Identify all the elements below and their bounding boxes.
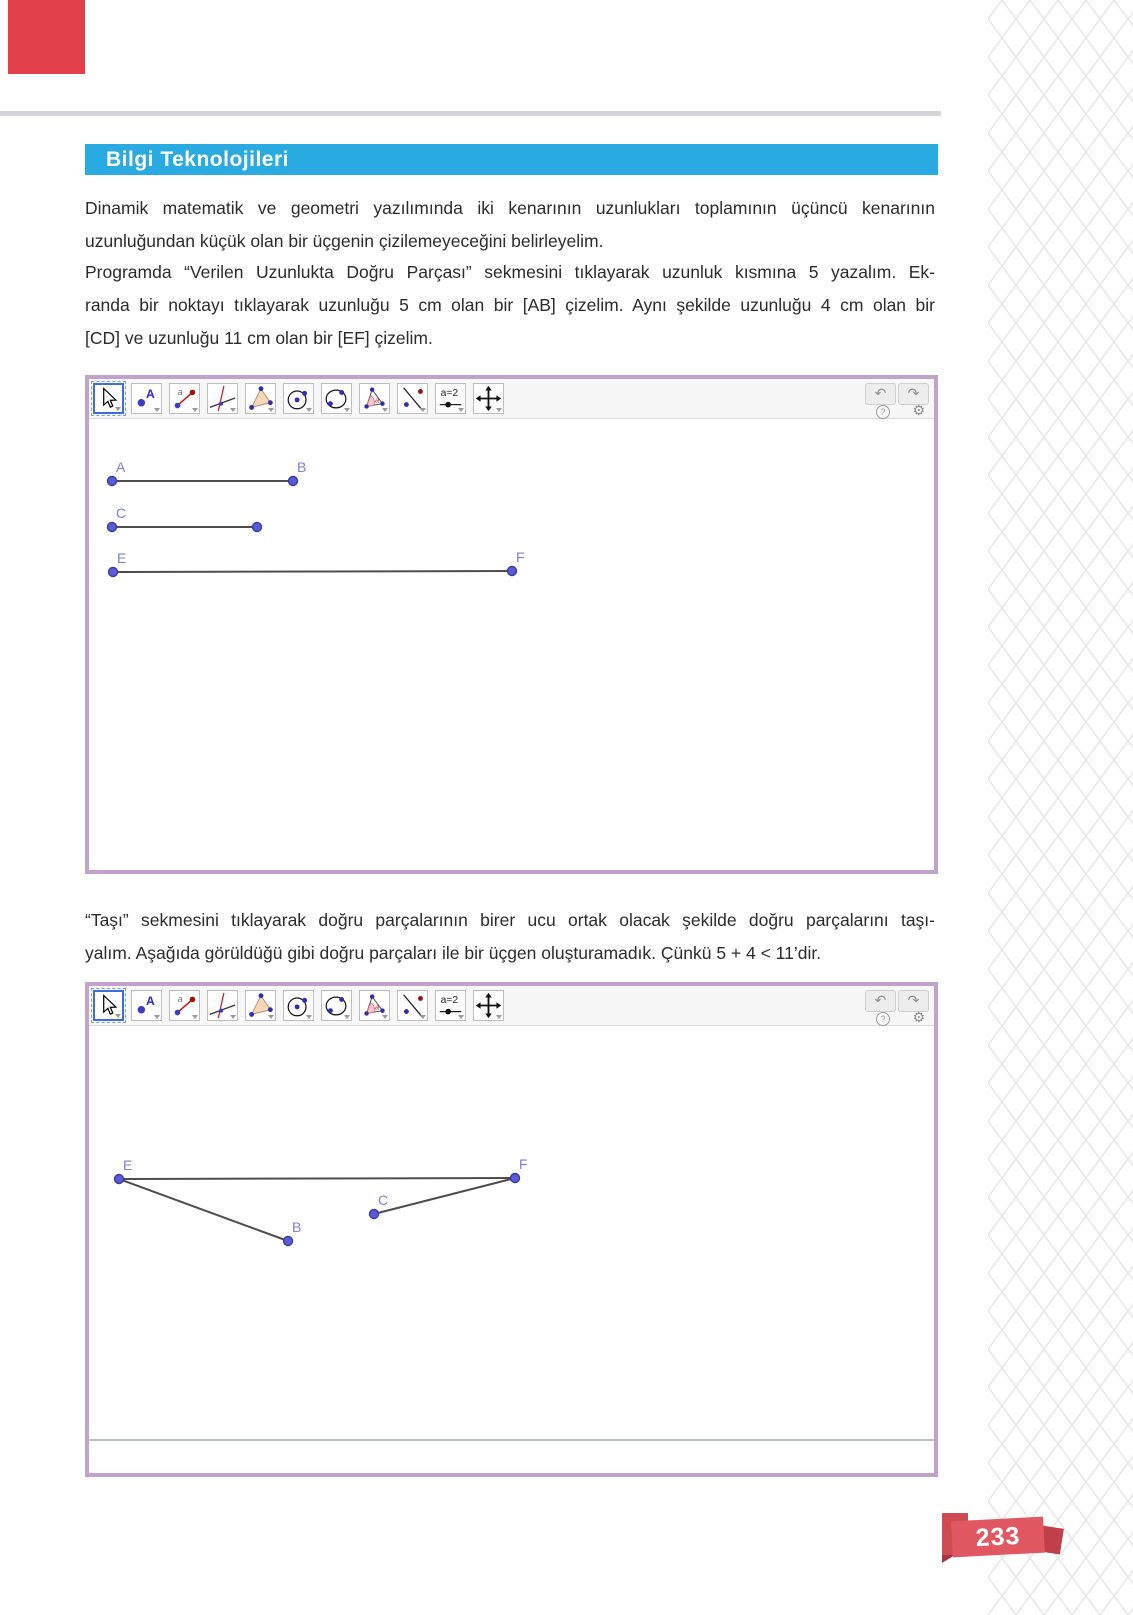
polygon-tool-button[interactable] xyxy=(245,990,276,1021)
point-tool-button[interactable] xyxy=(131,383,162,414)
geogebra-window-2 xyxy=(85,982,938,1477)
help-button[interactable] xyxy=(876,405,890,419)
settings-button[interactable] xyxy=(912,403,925,417)
point-E[interactable] xyxy=(109,568,118,577)
page-number: 233 xyxy=(974,1521,1022,1552)
help-icon: ? xyxy=(880,1014,886,1024)
text-line: yalım. Aşağıda görüldüğü gibi doğru parçaları ile bir üçgen oluşturamadık. Çünkü 5 + 4 < 11’dir. xyxy=(85,943,822,963)
circle-with-center-tool-button[interactable] xyxy=(283,383,314,414)
point-C[interactable] xyxy=(108,523,117,532)
point-label-F: F xyxy=(516,549,525,565)
tool-dropdown-icon[interactable] xyxy=(306,408,312,412)
redo-icon: ↷ xyxy=(907,385,920,401)
perpendicular-tool-button[interactable] xyxy=(207,383,238,414)
gear-icon: ⚙ xyxy=(912,1009,925,1025)
tool-dropdown-icon[interactable] xyxy=(306,1015,312,1019)
tool-dropdown-icon[interactable] xyxy=(496,1015,502,1019)
point-B[interactable] xyxy=(284,1237,293,1246)
point-tool-button[interactable] xyxy=(131,990,162,1021)
tool-dropdown-icon[interactable] xyxy=(192,1015,198,1019)
tool-dropdown-icon[interactable] xyxy=(268,1015,274,1019)
geogebra-toolbar xyxy=(89,986,934,1026)
ribbon-band xyxy=(951,1517,1045,1558)
angle-tool-button[interactable] xyxy=(359,383,390,414)
segment-tool-button[interactable] xyxy=(169,383,200,414)
angle-tool-button[interactable] xyxy=(359,990,390,1021)
geogebra-canvas[interactable] xyxy=(89,419,934,870)
paragraph-intro xyxy=(85,192,935,258)
segment-tool-button[interactable] xyxy=(169,990,200,1021)
text-line: randa bir noktayı tıklayarak uzunluğu 5 cm olan bir [AB] çizelim. Aynı şekilde uzunluğu 4 cm olan bir xyxy=(85,295,935,315)
perpendicular-tool-button[interactable] xyxy=(207,990,238,1021)
settings-button[interactable] xyxy=(912,1010,925,1024)
move-graphics-view-tool-button[interactable] xyxy=(473,990,504,1021)
gear-icon: ⚙ xyxy=(912,402,925,418)
svg-text:a: a xyxy=(374,1002,380,1012)
circle-with-center-tool-button[interactable] xyxy=(283,990,314,1021)
svg-text:a=2: a=2 xyxy=(440,388,459,400)
point-label-C: C xyxy=(116,505,127,521)
geogebra-canvas[interactable] xyxy=(89,1026,934,1439)
tool-dropdown-icon[interactable] xyxy=(420,408,426,412)
circle-through-points-tool-button[interactable] xyxy=(321,990,352,1021)
undo-button[interactable] xyxy=(865,990,896,1012)
svg-text:a: a xyxy=(374,395,380,405)
move-tool-button[interactable] xyxy=(93,990,124,1021)
point-label-B: B xyxy=(297,459,307,475)
segment-EB[interactable] xyxy=(119,1179,288,1241)
move-tool-button[interactable] xyxy=(93,383,124,414)
text-line: [CD] ve uzunluğu 11 cm olan bir [EF] çizelim. xyxy=(85,328,433,348)
segment-EF[interactable] xyxy=(119,1178,515,1179)
geometry-drawing xyxy=(89,419,934,870)
tool-dropdown-icon[interactable] xyxy=(154,1015,160,1019)
tool-dropdown-icon[interactable] xyxy=(458,408,464,412)
tool-dropdown-icon[interactable] xyxy=(458,1015,464,1019)
point-B[interactable] xyxy=(289,477,298,486)
tool-dropdown-icon[interactable] xyxy=(230,408,236,412)
text-line: Programda “Verilen Uzunlukta Doğru Parçası” sekmesini tıklayarak uzunluk kısmına 5 yazalım. Ek- xyxy=(85,262,935,282)
tool-dropdown-icon[interactable] xyxy=(115,407,121,411)
svg-text:A: A xyxy=(146,994,155,1009)
slider-tool-button[interactable] xyxy=(435,990,466,1021)
tool-dropdown-icon[interactable] xyxy=(420,1015,426,1019)
help-button[interactable] xyxy=(876,1012,890,1026)
svg-text:a=2: a=2 xyxy=(440,995,459,1007)
point-F[interactable] xyxy=(511,1174,520,1183)
slider-tool-button[interactable] xyxy=(435,383,466,414)
top-divider-rule xyxy=(0,111,941,116)
crosshatch-pattern xyxy=(988,0,1133,1615)
undo-button[interactable] xyxy=(865,383,896,405)
line-through-points-tool-button[interactable] xyxy=(397,990,428,1021)
help-icon: ? xyxy=(880,407,886,417)
paragraph-move-result xyxy=(85,904,935,970)
geometry-drawing xyxy=(89,1026,934,1439)
point-label-F: F xyxy=(519,1156,528,1172)
text-line: Dinamik matematik ve geometri yazılımında iki kenarının uzunlukları toplamının üçüncü kenarının xyxy=(85,198,935,218)
polygon-tool-button[interactable] xyxy=(245,383,276,414)
tool-dropdown-icon[interactable] xyxy=(115,1014,121,1018)
point-label-B: B xyxy=(292,1219,302,1235)
tool-dropdown-icon[interactable] xyxy=(230,1015,236,1019)
text-line: uzunluğundan küçük olan bir üçgenin çizilemeyeceğini belirleyelim. xyxy=(85,231,604,251)
tool-dropdown-icon[interactable] xyxy=(344,408,350,412)
move-graphics-view-tool-button[interactable] xyxy=(473,383,504,414)
svg-text:a: a xyxy=(177,387,183,398)
point-label-E: E xyxy=(117,550,127,566)
tool-dropdown-icon[interactable] xyxy=(268,408,274,412)
tool-dropdown-icon[interactable] xyxy=(382,1015,388,1019)
point-C[interactable] xyxy=(370,1210,379,1219)
point-F[interactable] xyxy=(508,567,517,576)
svg-text:a: a xyxy=(177,994,183,1005)
tool-dropdown-icon[interactable] xyxy=(192,408,198,412)
undo-icon: ↶ xyxy=(874,992,887,1008)
undo-icon: ↶ xyxy=(874,385,887,401)
text-line: “Taşı” sekmesini tıklayarak doğru parçalarının birer ucu ortak olacak şekilde doğru parçalarını taşı- xyxy=(85,910,935,930)
svg-text:A: A xyxy=(146,387,155,402)
redo-icon: ↷ xyxy=(907,992,920,1008)
corner-red-tab xyxy=(8,0,85,74)
tool-dropdown-icon[interactable] xyxy=(496,408,502,412)
tool-dropdown-icon[interactable] xyxy=(382,408,388,412)
segment-FC[interactable] xyxy=(374,1178,515,1214)
point-label-E: E xyxy=(123,1157,133,1173)
page-number-ribbon xyxy=(942,1511,1064,1565)
point-label-C: C xyxy=(378,1192,389,1208)
input-bar-area[interactable] xyxy=(89,1441,934,1473)
paragraph-instructions xyxy=(85,256,935,355)
point-unnamed[interactable] xyxy=(253,523,262,532)
section-heading-bar xyxy=(85,144,938,175)
circle-through-points-tool-button[interactable] xyxy=(321,383,352,414)
point-A[interactable] xyxy=(108,477,117,486)
geogebra-window-1 xyxy=(85,375,938,874)
point-E[interactable] xyxy=(115,1175,124,1184)
tool-dropdown-icon[interactable] xyxy=(154,408,160,412)
point-label-A: A xyxy=(116,459,126,475)
section-title: Bilgi Teknolojileri xyxy=(106,147,289,171)
line-through-points-tool-button[interactable] xyxy=(397,383,428,414)
segment-EF[interactable] xyxy=(113,571,512,572)
tool-dropdown-icon[interactable] xyxy=(344,1015,350,1019)
geogebra-toolbar xyxy=(89,379,934,419)
